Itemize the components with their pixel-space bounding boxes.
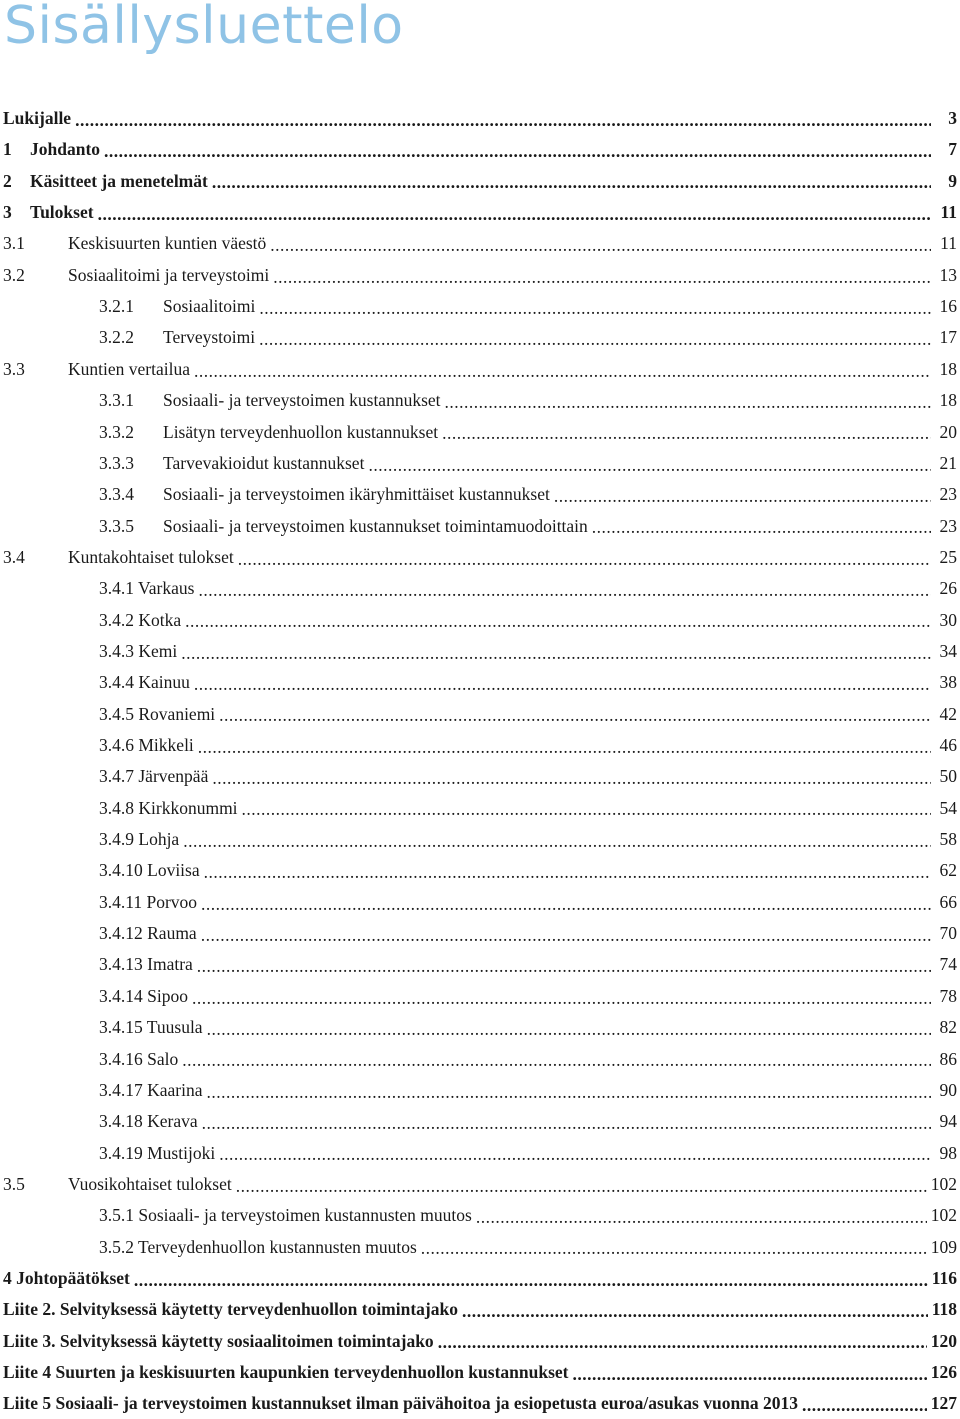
toc-entry-title: 3.4.13 Imatra — [99, 954, 193, 975]
toc-entry[interactable] — [0, 699, 960, 730]
dot-leader — [204, 860, 931, 882]
toc-entry-number: 3.2.1 — [99, 296, 134, 317]
page-title: Sisällysluettelo — [4, 0, 404, 56]
toc-entry-title: 3.4.15 Tuusula — [99, 1017, 203, 1038]
toc-entry[interactable] — [0, 730, 960, 761]
toc-entry-title: 3.4.5 Rovaniemi — [99, 703, 216, 724]
dot-leader — [219, 1142, 931, 1164]
toc-entry-page-number: 78 — [939, 985, 957, 1006]
dot-leader — [802, 1393, 927, 1415]
toc-entry-number: 3.3.5 — [99, 515, 134, 536]
toc-entry-page-number: 34 — [939, 640, 957, 661]
toc-entry-title: 3.4.9 Lohja — [99, 829, 180, 850]
toc-entry[interactable] — [0, 1326, 960, 1357]
toc-entry-page-number: 120 — [930, 1330, 957, 1351]
dot-leader — [134, 1268, 928, 1290]
dot-leader — [194, 359, 931, 381]
dot-leader — [192, 986, 931, 1008]
toc-entry-page-number: 26 — [939, 578, 957, 599]
toc-entry-title: Sosiaali- ja terveystoimen ikäryhmittäiset kustannukset — [163, 484, 550, 505]
toc-entry[interactable] — [0, 1138, 960, 1169]
toc-entry-title: 3.4.18 Kerava — [99, 1111, 198, 1132]
toc-entry-page-number: 17 — [939, 327, 957, 348]
toc-entry[interactable] — [0, 1106, 960, 1137]
toc-entry[interactable] — [0, 228, 960, 259]
toc-entry-page-number: 20 — [939, 421, 957, 442]
dot-leader — [573, 1362, 927, 1384]
toc-entry-title: Vuosikohtaiset tulokset — [68, 1173, 232, 1194]
toc-entry-number: 3.3.2 — [99, 421, 134, 442]
toc-entry[interactable] — [0, 322, 960, 353]
toc-entry-page-number: 3 — [948, 108, 957, 128]
toc-entry-page-number: 46 — [939, 735, 957, 755]
toc-entry-title: 3.4.10 Loviisa — [99, 860, 200, 881]
toc-entry[interactable] — [0, 855, 960, 886]
toc-entry-title: 4 Johtopäätökset — [3, 1267, 130, 1288]
dot-leader — [198, 735, 931, 757]
dot-leader — [212, 170, 931, 192]
toc-entry-title: 3.4.2 Kotka — [99, 609, 182, 630]
dot-leader — [438, 1330, 927, 1352]
toc-entry-page-number: 9 — [948, 170, 957, 191]
dot-leader — [592, 515, 931, 537]
toc-entry-page-number: 90 — [939, 1079, 957, 1100]
dot-leader — [198, 578, 931, 600]
toc-entry-title: 3.4.7 Järvenpää — [99, 766, 209, 787]
toc-entry[interactable] — [0, 291, 960, 322]
toc-entry-page-number: 30 — [939, 609, 957, 630]
toc-entry-number: 3 — [3, 202, 12, 223]
toc-entry-page-number: 116 — [931, 1267, 957, 1288]
toc-entry[interactable] — [0, 605, 960, 636]
dot-leader — [219, 703, 931, 725]
dot-leader — [201, 892, 931, 914]
dot-leader — [183, 829, 931, 851]
toc-entry[interactable] — [0, 1232, 960, 1263]
toc-entry-title: Sosiaali- ja terveystoimen kustannukset toimintamuodoittain — [163, 515, 588, 536]
toc-entry-page-number: 74 — [939, 954, 957, 975]
toc-entry-title: 3.4.3 Kemi — [99, 640, 178, 661]
toc-entry-page-number: 62 — [939, 860, 957, 881]
toc-entry-title: Tulokset — [30, 202, 94, 223]
toc-entry-title: Liite 5 Sosiaali- ja terveystoimen kustannukset ilman päivähoitoa ja esiopetusta euroa/asukas vuonna 2013 — [3, 1393, 799, 1414]
toc-entry-number: 1 — [3, 139, 12, 160]
toc-entry[interactable] — [0, 260, 960, 291]
dot-leader — [259, 296, 931, 318]
toc-entry-title: 3.4.19 Mustijoki — [99, 1142, 216, 1163]
toc-entry-title: Keskisuurten kuntien väestö — [68, 233, 267, 254]
dot-leader — [202, 1111, 931, 1133]
toc-entry-page-number: 23 — [939, 484, 957, 505]
toc-entry-page-number: 118 — [931, 1299, 957, 1320]
toc-entry[interactable] — [0, 761, 960, 792]
toc-entry-number: 3.3.3 — [99, 452, 134, 473]
toc-entry-title: Johdanto — [30, 139, 101, 160]
toc-entry[interactable] — [0, 949, 960, 980]
toc-entry[interactable] — [0, 103, 960, 134]
toc-entry-page-number: 126 — [930, 1362, 957, 1382]
dot-leader — [236, 1174, 927, 1196]
toc-entry-page-number: 25 — [939, 546, 957, 567]
toc-entry[interactable] — [0, 1044, 960, 1075]
toc-entry[interactable] — [0, 511, 960, 542]
toc-entry-title: 3.4.4 Kainuu — [99, 672, 190, 693]
toc-entry-page-number: 86 — [939, 1048, 957, 1069]
toc-entry-title: Sosiaalitoimi ja terveystoimi — [68, 264, 270, 285]
toc-entry[interactable] — [0, 636, 960, 667]
toc-entry[interactable] — [0, 385, 960, 416]
toc-entry-number: 3.2.2 — [99, 327, 134, 348]
toc-entry-title: Liite 3. Selvityksessä käytetty sosiaalitoimen toimintajako — [3, 1330, 434, 1351]
dot-leader — [445, 390, 931, 412]
toc-entry[interactable] — [0, 417, 960, 448]
toc-entry-number: 3.3.4 — [99, 484, 134, 505]
toc-entry-title: 3.4.11 Porvoo — [99, 891, 198, 912]
toc-entry-title: Käsitteet ja menetelmät — [30, 170, 208, 191]
dot-leader — [462, 1299, 928, 1321]
toc-entry-page-number: 94 — [939, 1111, 957, 1132]
toc-entry-page-number: 70 — [939, 923, 957, 944]
toc-entry-title: Kuntien vertailua — [68, 358, 190, 379]
toc-entry-number: 3.3.1 — [99, 390, 134, 411]
toc-entry[interactable] — [0, 134, 960, 165]
toc-entry-title: Sosiaalitoimi — [163, 296, 256, 317]
toc-entry-page-number: 18 — [939, 358, 957, 379]
dot-leader — [238, 547, 931, 569]
toc-entry-page-number: 11 — [940, 233, 957, 254]
toc-entry-number: 3.2 — [3, 264, 25, 285]
toc-entry-title: Lisätyn terveydenhuollon kustannukset — [163, 421, 439, 442]
toc-entry-title: Liite 4 Suurten ja keskisuurten kaupunkien terveydenhuollon kustannukset — [3, 1362, 569, 1382]
toc-entry-title: 3.4.1 Varkaus — [99, 578, 195, 599]
toc-entry[interactable] — [0, 166, 960, 197]
toc-entry-title: 3.5.1 Sosiaali- ja terveystoimen kustannusten muutos — [99, 1205, 472, 1226]
dot-leader — [194, 672, 931, 694]
toc-entry-page-number: 38 — [939, 672, 957, 693]
toc-entry-title: 3.4.12 Rauma — [99, 923, 197, 944]
toc-entry-title: Liite 2. Selvityksessä käytetty terveydenhuollon toimintajako — [3, 1299, 458, 1320]
toc-entry-page-number: 7 — [948, 139, 957, 160]
toc-entry[interactable] — [0, 197, 960, 228]
dot-leader — [212, 766, 931, 788]
toc-entry-page-number: 58 — [939, 829, 957, 850]
toc-entry[interactable] — [0, 448, 960, 479]
dot-leader — [185, 609, 931, 631]
toc-entry[interactable] — [0, 1075, 960, 1106]
toc-entry[interactable] — [0, 981, 960, 1012]
toc-entry-number: 3.5 — [3, 1173, 25, 1194]
toc-entry[interactable] — [0, 1012, 960, 1043]
dot-leader — [181, 641, 931, 663]
toc-entry[interactable] — [0, 1294, 960, 1325]
toc-entry-number: 2 — [3, 170, 12, 191]
toc-entry[interactable] — [0, 824, 960, 855]
toc-entry[interactable] — [0, 479, 960, 510]
toc-entry-page-number: 23 — [939, 515, 957, 536]
dot-leader — [104, 139, 931, 161]
toc-entry-page-number: 102 — [930, 1205, 957, 1226]
toc-entry-title: Lukijalle — [3, 108, 72, 128]
toc-entry[interactable] — [0, 1169, 960, 1200]
dot-leader — [259, 327, 931, 349]
dot-leader — [270, 233, 931, 255]
toc-entry-page-number: 11 — [940, 202, 957, 223]
dot-leader — [242, 797, 931, 819]
toc-entry[interactable] — [0, 667, 960, 698]
dot-leader — [182, 1048, 931, 1070]
toc-entry[interactable] — [0, 542, 960, 573]
toc-entry-title: Tarvevakioidut kustannukset — [163, 452, 365, 473]
toc-entry[interactable] — [0, 793, 960, 824]
toc-entry-number: 3.3 — [3, 358, 25, 379]
dot-leader — [207, 1080, 931, 1102]
toc-entry-page-number: 98 — [939, 1142, 957, 1163]
toc-entry-title: 3.4.6 Mikkeli — [99, 735, 194, 755]
toc-entry-title: Terveystoimi — [163, 327, 256, 348]
dot-leader — [273, 265, 931, 287]
toc-entry-page-number: 18 — [939, 390, 957, 411]
toc-entry-page-number: 21 — [939, 452, 957, 473]
dot-leader — [197, 954, 931, 976]
toc-entry-page-number: 82 — [939, 1017, 957, 1038]
toc-entry-title: Sosiaali- ja terveystoimen kustannukset — [163, 390, 441, 411]
toc-entry[interactable] — [0, 1357, 960, 1388]
toc-entry[interactable] — [0, 1388, 960, 1419]
toc-entry-page-number: 66 — [939, 891, 957, 912]
dot-leader — [421, 1236, 927, 1258]
dot-leader — [98, 202, 931, 224]
toc-entry-page-number: 109 — [930, 1236, 957, 1257]
toc-entry-page-number: 127 — [930, 1393, 957, 1414]
toc-entry[interactable] — [0, 1263, 960, 1294]
toc-entry-page-number: 50 — [939, 766, 957, 787]
toc-entry[interactable] — [0, 887, 960, 918]
toc-entry-page-number: 102 — [930, 1173, 957, 1194]
toc-entry[interactable] — [0, 1200, 960, 1231]
toc-entry-page-number: 42 — [939, 703, 957, 724]
toc-entry[interactable] — [0, 354, 960, 385]
dot-leader — [554, 484, 931, 506]
dot-leader — [476, 1205, 927, 1227]
toc-entry-number: 3.4 — [3, 546, 25, 567]
toc-entry-title: 3.4.14 Sipoo — [99, 985, 188, 1006]
toc-entry-number: 3.1 — [3, 233, 25, 254]
toc-entry-title: 3.5.2 Terveydenhuollon kustannusten muutos — [99, 1236, 417, 1257]
toc-entry-title: Kuntakohtaiset tulokset — [68, 546, 234, 567]
toc-entry-page-number: 16 — [939, 296, 957, 317]
toc-entry[interactable] — [0, 573, 960, 604]
toc-entry-title: 3.4.16 Salo — [99, 1048, 179, 1069]
toc-entry-title: 3.4.8 Kirkkonummi — [99, 797, 238, 818]
dot-leader — [207, 1017, 931, 1039]
dot-leader — [201, 923, 931, 945]
dot-leader — [368, 453, 931, 475]
toc-entry-page-number: 54 — [939, 797, 957, 818]
toc-entry-page-number: 13 — [939, 264, 957, 285]
toc-entry-title: 3.4.17 Kaarina — [99, 1079, 203, 1100]
toc-entry[interactable] — [0, 918, 960, 949]
dot-leader — [442, 421, 931, 443]
dot-leader — [75, 108, 931, 130]
